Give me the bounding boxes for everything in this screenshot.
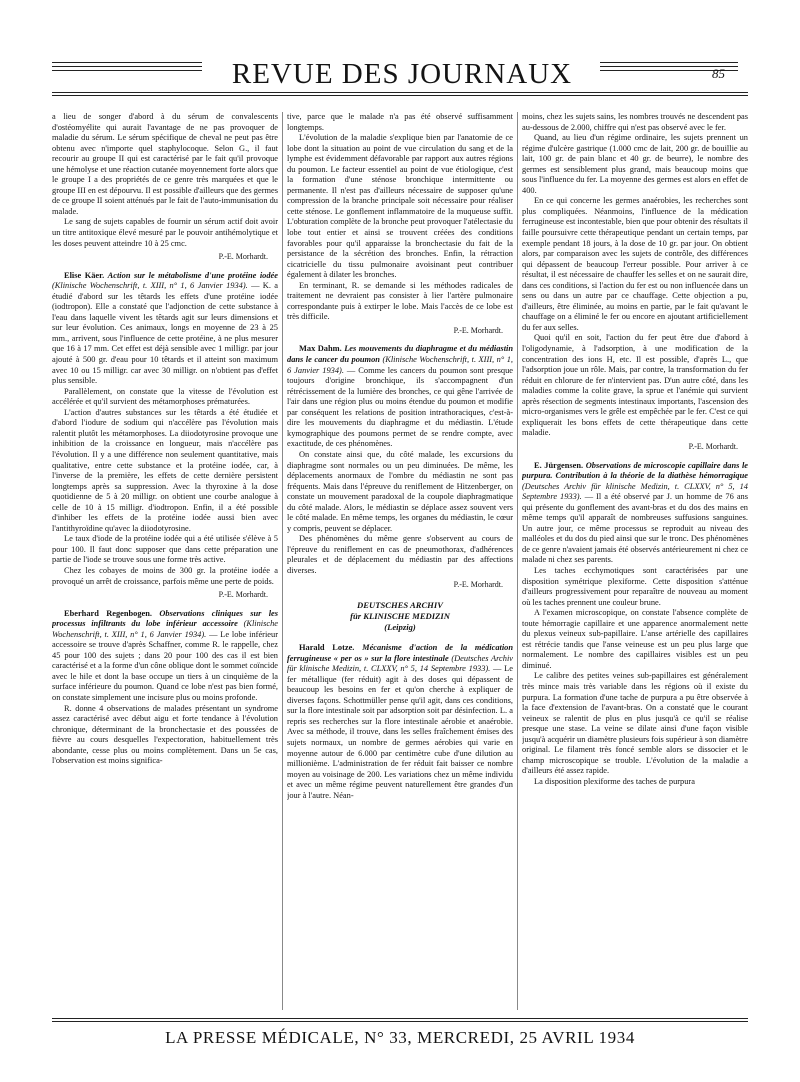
paragraph: L'action d'autres substances sur les têtards a été étudiée et d'abord l'iodure de sodium qui n'accélère pas l'évolution mais ralentit plutôt les métamorphoses. La diiodotyrosine provoque une inhibition de la croissance en longueur, mais n'accélère pas l'évolution. Il y a une différence non seulement quantitative, mais qualitative, entre cette substance et la protéine iodée, car, à l'inverse de la première, les effets de cette dernière persistent longtemps après sa suppression. Avec la thyroxine à la dose quotidienne de 5 à 20 milligr. on obtient une courbe analogue à celle de 10 à 15 milligr. d'iodtropon. Enfin, il a été possible d'inhiber les effets de la protéine iodée aussi bien avec l'antithyroïdine qu'avec la diiodotyrosine. <box>52 407 278 533</box>
author-signature: P.-E. Morhardt. <box>688 441 738 451</box>
paragraph: tive, parce que le malade n'a pas été observé suffisamment longtemps. <box>287 112 513 132</box>
header-bottom-rule <box>52 92 748 98</box>
paragraph: Le calibre des petites veines sub-papillaires est généralement très mince mais très variable dans les régions où il existe du purpura. La formation d'une tache de purpura a pu être observée à la face d'extension de l'avant-bras. On a constaté que le courant veineux se ralentit de plus en plus jusqu'à ce qu'il se réalise presque une stase. La veine se dilate ainsi d'une façon visible jusqu'à acquérir un diamètre plusieurs fois supérieur à son diamètre original. Le filament très foncé semble alors se dissocier et le champ microscopique se trouble. L'évolution de la maladie a d'ailleurs été assez rapide. <box>522 671 748 776</box>
section-heading-line: DEUTSCHES ARCHIV <box>357 600 443 611</box>
article-reference: (Deutsches Archiv für klinische Medizin, t. CLXXV, n° 5, 14 Septembre 1933). <box>522 481 748 502</box>
article-reference: (Deutsches Archiv für klinische Medizin, t. CLXXV, n° 5, 14 Septembre 1933). <box>287 653 513 674</box>
article-text: — Le fer métallique (fer réduit) agit à des doses qui dépassent de beaucoup les besoins en fer et qu'on cherche à expliquer de diverses façons. Schottmüller pense qu'il agit, dans ces conditions, sur la flore intestinale soit par adsorption soit par désinfection. L. a repris ses recherches sur la flore intestinale aérobie et anaérobie. Avec sa méthode, il trouve, dans les selles fraîchement émises des sujets normaux, un nombre de germes aérobies qui varie en moyenne autour de 6.000 par centimètre cube d'une dilution au millionième. L'administration de fer réduit fait baisser ce nombre moyen au voisinage de 200. Les variations chez un même individu et avec un même régime peuvent naturellement être grandes d'un jour à l'autre. Néan- <box>287 664 513 800</box>
paragraph: R. donne 4 observations de malades présentant un syndrome assez caractérisé avec début aigu et forte tendance à l'évolution chronique, déterminant de la bronchectasie et des poussées de fièvre au cours desquelles l'expectoration, habituellement très abondante, cesse plus ou moins complètement. Dans un 5e cas, l'observation est moins significa- <box>52 703 278 766</box>
article-e-jurgensen <box>522 461 748 566</box>
article-eberhard-regenbogen <box>52 609 278 704</box>
paragraph: moins, chez les sujets sains, les nombres trouvés ne descendent pas au-dessous de 2.000, chiffre qui n'est pas observé avec le fer. <box>522 112 748 132</box>
paragraph: L'évolution de la maladie s'explique bien par l'anatomie de ce lobe dont la situation au point de vue circulation du sang et de la lymphe est évidemment défavorable par rapport aux autres régions du poumon. Le facteur essentiel au point de vue étiologique, c'est la formation d'une sténose bronchique intermittente ou permanente. Il n'est pas d'ailleurs nécessaire de supposer qu'une compression de la branche principale soit nécessaire pour réaliser cette sténose. Le gonflement inflammatoire de la muqueuse suffit. L'obturation complète de la bronche peut provoquer l'atélectasie du lobe tout entier et ainsi se trouvent créées des conditions favorables pour qu'il apparaisse la bronchectasie du fait de la persistance de la sécrétion des bronches. Enfin, la rétraction cicatricielle du tissu pulmonaire avoisinant peut contribuer également à dilater les bronches. <box>287 133 513 280</box>
journal-section-heading <box>287 600 513 633</box>
article-reference: (Klinische Wochenschrift, t. XIII, n° 1, 6 Janvier 1934). <box>52 281 248 291</box>
paragraph: Le sang de sujets capables de fournir un sérum actif doit avoir un titre antitoxique élevé mesuré par le pouvoir antihémolytique et les doses peuvent atteindre 10 à 25 cmc. <box>52 217 278 248</box>
article-author: Max Dahm. <box>299 344 342 354</box>
article-title: Action sur le métabolisme d'une protéine iodée <box>107 270 278 280</box>
paragraph: Quand, au lieu d'un régime ordinaire, les sujets prennent un régime d'ulcère gastrique (1.000 cmc de lait, 200 gr. de bouillie au lait, 100 gr. de pain blanc et 40 gr. de beurre), le nombre des germes est sensiblement plus grand, mais beaucoup moins que sous l'influence du fer. La moyenne des germes est alors en effet de 400. <box>522 133 748 195</box>
page-footer <box>52 1018 748 1058</box>
article-title: Observations de microscopie capillaire dans le purpura. Contribution à la théorie de la diathèse hémorragique <box>522 460 748 481</box>
page-header <box>52 52 748 96</box>
section-heading-line: (Leipzig) <box>384 622 416 633</box>
author-signature: P.-E. Morhardt. <box>453 579 503 589</box>
article-elise-kaer <box>52 271 278 387</box>
article-title: Les mouvements du diaphragme et du médiastin dans le cancer du poumon <box>287 344 513 365</box>
article-author: Elise Käer. <box>64 270 105 280</box>
paragraph: En terminant, R. se demande si les méthodes radicales de traitement ne devraient pas consister à lier l'artère pulmonaire correspondante puis à extirper le lobe. Mais l'accès de ce lobe est très difficile. <box>287 280 513 322</box>
article-author: Harald Lotze. <box>299 643 355 653</box>
article-columns <box>52 112 748 1010</box>
paragraph: En ce qui concerne les germes anaérobies, les recherches sont plus compliquées. Néanmoins, l'influence de la médication ferrugineuse est incontestable, bien que pour obtenir des résultats il faille poursuivre cette thérapeutique pendant un certain temps, par exemple pendant 18 jours, à la dose de 10 gr. par jour. On obtient alors, par comparaison avec les sujets de contrôle, des différences qui dépassent de beaucoup l'erreur possible. Pour arriver à ce résultat, il est nécessaire de chauffer les selles et on ne saurait dire, dans ces conditions, si l'action du fer est ou non influencée dans un sens ou dans un autre par ce chauffage. Cette objection a pu, d'ailleurs, être éliminée, au moins en partie, par le fait qu'avant le chauffage on a éliminé le fer ou encore en ajoutant artificiellement du fer aux selles. <box>522 196 748 332</box>
column-2 <box>287 112 513 1010</box>
header-rule-left <box>52 62 202 78</box>
column-divider <box>513 112 522 1010</box>
article-harald-lotze <box>287 643 513 801</box>
paragraph: a lieu de songer d'abord à du sérum de convalescents d'ostéomyélite qui aurait l'avantage de ne pas provoquer de maladie du sérum. Le sérum spécifique de cheval ne peut pas être obtenu avec n'importe quel staphylocoque. Selon G., il faut recourir au groupe II qui est caractérisé par le fait qu'il provoque une hémolyse et une réaction cutanée moyennement forte alors que le groupe I a des propriétés de ce genre très marquées et que le groupe III en est dépourvu. Il est possible d'ailleurs que des germes de ce groupe II soient atténués par le fait de l'auto-immunisation du malade. <box>52 112 278 216</box>
paragraph: A l'examen microscopique, on constate l'absence complète de toute hémorragie capillaire et une apparence anormalement nette du plexus veineux sub-papillaire. L'anse artérielle des capillaires est rétrécie tandis que l'anse veineuse est un peu plus large que normalement. Le nombre des capillaires visibles est un peu diminué. <box>522 608 748 670</box>
footer-rule <box>52 1018 748 1019</box>
paragraph: Chez les cobayes de moins de 300 gr. la protéine iodée a provoqué un arrêt de croissance, parfois même une perte de poids. <box>52 565 278 586</box>
article-reference: (Klinische Wochenschrift, t. XIII, n° 1, 6 Janvier 1934). <box>52 619 278 639</box>
article-text: — Le lobe inférieur accessoire se trouve d'après Schaffner, comme R. le rappelle, chez 45 pour 100 des sujets ; dans 20 pour 100 des cas il est bien caractérisé et a la forme d'un cône oblique dont le sommet coïncide avec le hile et dont la base occupe un tiers à un cinquième de la surface inférieure du poumon. Quand ce lobe n'est pas bien formé, on constate simplement une incisure plus ou moins profonde. <box>52 629 278 702</box>
article-reference: (Klinische Wochenschrift, t. XIII, n° 1, 6 Janvier 1934). <box>287 355 513 375</box>
journal-title: REVUE DES JOURNAUX <box>231 58 573 90</box>
article-max-dahm <box>287 344 513 449</box>
article-title: Mécanisme d'action de la médication ferrugineuse « per os » sur la flore intestinale <box>287 643 513 663</box>
author-signature: P.-E. Morhardt. <box>453 325 503 335</box>
footer-publication-line: LA PRESSE MÉDICALE, N° 33, MERCREDI, 25 AVRIL 1934 <box>165 1028 635 1047</box>
author-signature: P.-E. Morhardt. <box>218 252 268 262</box>
article-author: Eberhard Regenbogen. <box>64 608 153 618</box>
article-text: — K. a étudié d'abord sur les têtards les effets d'une protéine iodée (iodtropon). Elle a constaté que l'adjonction de cette substance à l'eau dans laquelle vivent les têtards agit sur leurs dimensions et sur leur évolution. Ces animaux, longs en moyenne de 23 à 25 mm., arrivent, sous l'influence de cette protéine, à ne plus mesurer que 16 à 17 mm. Cet effet est déjà sensible avec 1 milligr. par jour ajouté à 500 gr. d'eau pour 10 têtards et il atteint son maximum avec 10 ou 15 milligr. car avec 30 milligr. on n'obtient pas d'effet plus sensible. <box>52 281 278 386</box>
section-heading-line: für KLINISCHE MEDIZIN <box>350 611 450 622</box>
article-text: — Comme les cancers du poumon sont presque toujours d'origine bronchique, ils s'accompagnent d'un rétrécissement de la lumière des bronches, ce qui gêne l'arrivée de l'air dans une région plus ou moins étendue du poumon et modifie par conséquent les relations de position intrathoraciques, c'est-à-dire les mouvements du diaphragme et du médiastin. L'étude kymographique des poumons permet de se rendre compte, avec exactitude, de ces phénomènes. <box>287 365 513 449</box>
column-3 <box>522 112 748 1010</box>
paragraph: La disposition plexiforme des taches de purpura <box>534 776 695 786</box>
paragraph: Des phénomènes du même genre s'observent au cours de l'épreuve du reniflement en cas de pneumothorax, d'adhérences pleurales et de déplacement du médiastin par des affections diverses. <box>287 534 513 575</box>
article-title: Observations cliniques sur les processus infiltrants du lobe inférieur accessoire <box>52 608 278 629</box>
article-author: E. Jürgensen. <box>534 460 584 470</box>
author-signature: P.-E. Morhardt. <box>218 590 268 600</box>
paragraph: Quoi qu'il en soit, l'action du fer peut être due d'abord à l'oligodynamie, à l'adsorption, à une modification de la concentration des ions H, etc. Il est possible, d'après L., que l'adsorption joue un rôle. Mais, par contre, la transformation du fer réduit en chlorure de fer n'intervient pas. D'un autre côté, dans les maladies comme la colite grave, la sprue et l'anémie qui survient après résection de segments intestinaux importants, l'ascension des micro-organismes vers le grêle est empêchée par le fer. C'est ce qui expliquerait les bons effets de cette thérapeutique dans cette maladie. <box>522 333 748 438</box>
paragraph: On constate ainsi que, du côté malade, les excursions du diaphragme sont normales ou un peu diminuées. De même, les déplacements anormaux de l'ombre du médiastin ne sont pas fréquents. Mais dans l'épreuve du reniflement de Hitzenberger, on constate un mouvement paradoxal de la coupole diaphragmatique du côté malade. Alors, le médiastin se déplace assez souvent vers le côté malade. En même temps, les organes du médiastin, le cœur y compris, peuvent se déplacer. <box>287 449 513 533</box>
column-1 <box>52 112 278 1010</box>
page-number: 85 <box>712 66 725 81</box>
article-text: — Il a été observé par J. un homme de 76 ans qui présente du gonflement des avant-bras et du dos des mains en même temps qu'il apparaît de nombreuses suffusions sanguines. Un autre jour, ce même processus se reproduit au niveau des malléoles et du dos du pied ainsi que sur le tronc. Des phénomènes de ce genre n'avaient jamais été observés antérieurement ni chez ce malade ni chez ses parents. <box>522 492 748 565</box>
footer-rule <box>52 1021 748 1022</box>
paragraph: Parallèlement, on constate que la vitesse de l'évolution est accélérée et qu'il survient des métamorphoses prématurées. <box>52 386 278 407</box>
paragraph: Les taches ecchymotiques sont caractérisées par une disposition symétrique plexiforme. Cette disposition s'atténue d'ailleurs progressivement pour reparaître de nouveau au moment où les taches prennent une couleur brune. <box>522 565 748 607</box>
column-divider <box>278 112 287 1010</box>
paragraph: Le taux d'iode de la protéine iodée qui a été utilisée s'élève à 5 pour 100. Il faut donc supposer que dans cette préparation une partie de l'iode se trouve sous une forme très active. <box>52 534 278 565</box>
